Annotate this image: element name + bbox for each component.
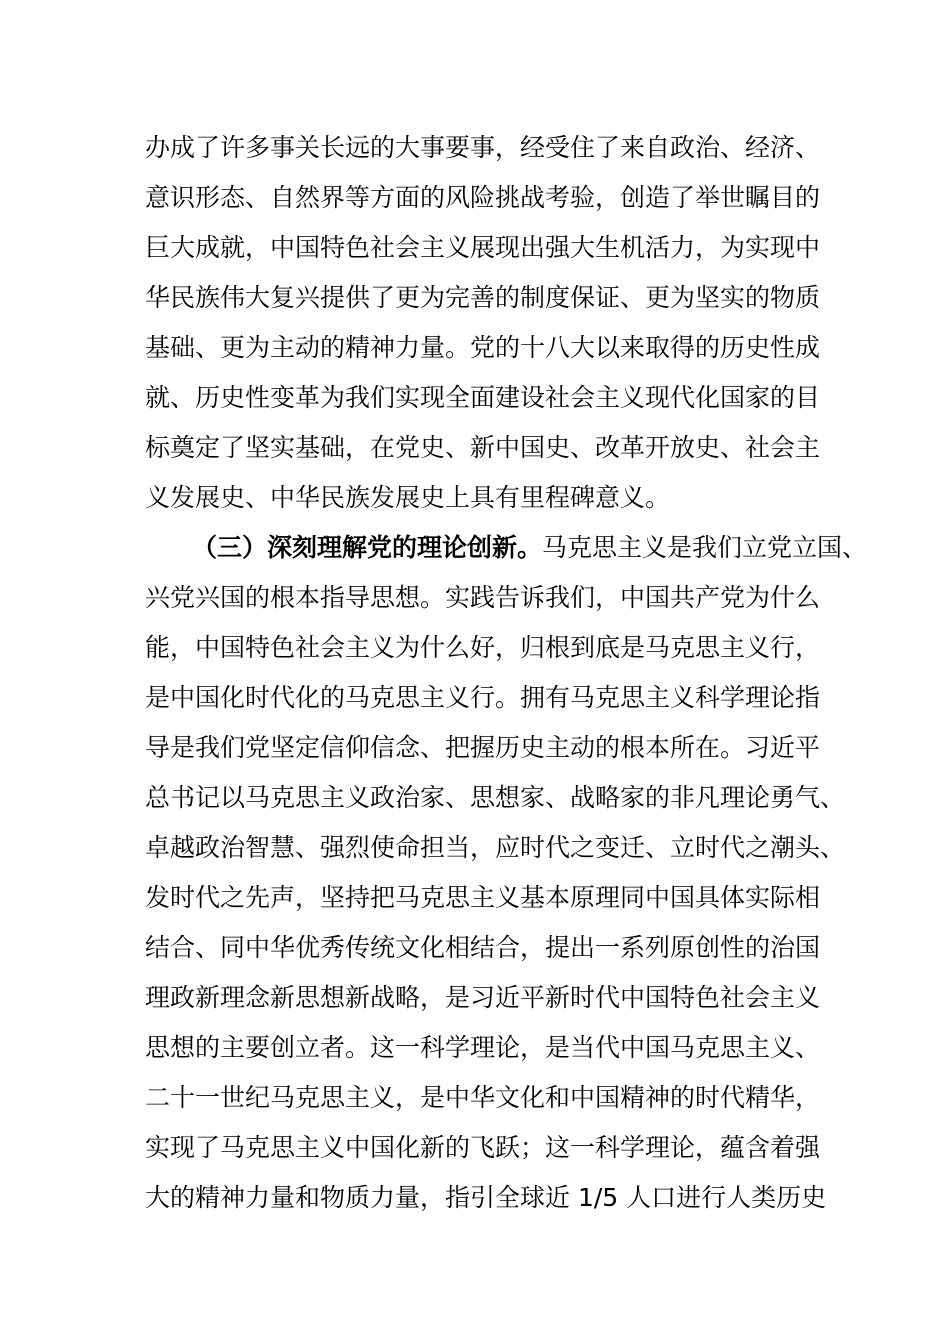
section-heading: （三）深刻理解党的理论创新。 [192, 533, 543, 562]
paragraph-2-line-4: 是中国化时代化的马克思主义行。拥有马克思主义科学理论指 [145, 683, 821, 712]
paragraph-2-line-5: 导是我们党坚定信仰信念、把握历史主动的根本所在。习近平 [145, 733, 821, 762]
paragraph-2-line-7: 卓越政治智慧、强烈使命担当，应时代之变迁、立时代之潮头、 [145, 833, 846, 862]
paragraph-1-line-2: 意识形态、自然界等方面的风险挑战考验，创造了举世瞩目的 [145, 183, 821, 212]
paragraph-2-line-1-text: 马克思主义是我们立党立国、 [542, 533, 868, 562]
paragraph-2-line-3: 能，中国特色社会主义为什么好，归根到底是马克思主义行， [145, 633, 821, 662]
paragraph-2-line-6: 总书记以马克思主义政治家、思想家、战略家的非凡理论勇气、 [145, 783, 846, 812]
paragraph-1-line-8: 义发展史、中华民族发展史上具有里程碑意义。 [145, 483, 671, 512]
paragraph-2-line-13: 实现了马克思主义中国化新的飞跃；这一科学理论，蕴含着强 [145, 1133, 821, 1162]
paragraph-1-line-6: 就、历史性变革为我们实现全面建设社会主义现代化国家的目 [145, 383, 821, 412]
paragraph-2-line-12: 二十一世纪马克思主义，是中华文化和中国精神的时代精华， [145, 1083, 821, 1112]
paragraph-2-line-1 [192, 532, 867, 564]
paragraph-2-line-9: 结合、同中华优秀传统文化相结合，提出一系列原创性的治国 [145, 933, 821, 962]
paragraph-2-line-8: 发时代之先声，坚持把马克思主义基本原理同中国具体实际相 [145, 883, 821, 912]
paragraph-2-line-2: 兴党兴国的根本指导思想。实践告诉我们，中国共产党为什么 [145, 583, 821, 612]
paragraph-1-line-1: 办成了许多事关长远的大事要事，经受住了来自政治、经济、 [145, 133, 821, 162]
paragraph-1-line-4: 华民族伟大复兴提供了更为完善的制度保证、更为坚实的物质 [145, 283, 821, 312]
paragraph-2-line-14: 大的精神力量和物质力量，指引全球近 1/5 人口进行人类历史 [145, 1183, 827, 1212]
paragraph-2-line-11: 思想的主要创立者。这一科学理论，是当代中国马克思主义、 [145, 1033, 821, 1062]
paragraph-2-line-10: 理政新理念新思想新战略，是习近平新时代中国特色社会主义 [145, 983, 821, 1012]
paragraph-1-line-3: 巨大成就，中国特色社会主义展现出强大生机活力，为实现中 [145, 233, 821, 262]
paragraph-1-line-7: 标奠定了坚实基础，在党史、新中国史、改革开放史、社会主 [145, 433, 821, 462]
paragraph-1-line-5: 基础、更为主动的精神力量。党的十八大以来取得的历史性成 [145, 333, 821, 362]
